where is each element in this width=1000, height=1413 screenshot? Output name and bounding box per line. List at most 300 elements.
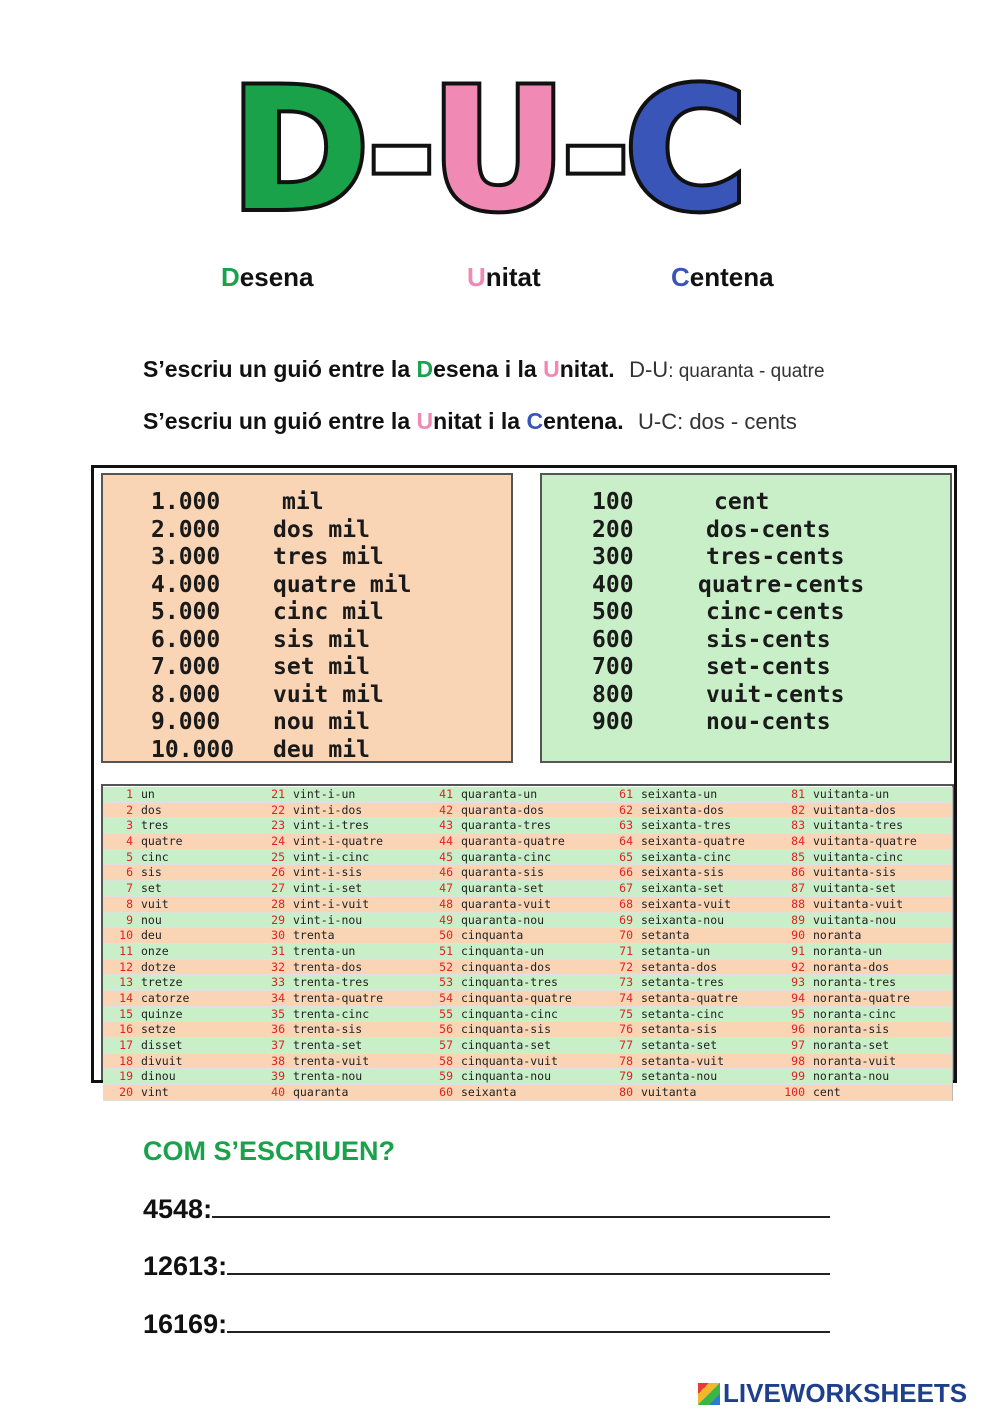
number-cell [255, 834, 423, 850]
thousands-row [151, 599, 384, 626]
number-cell [603, 1022, 775, 1038]
cell-word: quaranta-tres [461, 818, 552, 833]
number-cell [775, 944, 952, 960]
cell-number: 57 [439, 1038, 453, 1052]
cell-number: 68 [619, 896, 633, 911]
cell-number: 48 [439, 896, 453, 911]
cell-word: setze [141, 1022, 176, 1037]
number-cell [775, 1007, 952, 1023]
cell-word: quaranta-sis [461, 865, 545, 880]
thousands-word: nou mil [273, 709, 370, 735]
number-cell [423, 803, 603, 819]
cell-number: 24 [271, 834, 285, 849]
label-initial: U [467, 262, 486, 292]
number-cell [423, 960, 603, 976]
number-cell [103, 1038, 255, 1054]
cell-number: 47 [439, 881, 453, 896]
cell-word: noranta-un [813, 943, 883, 958]
thousands-number: 5.000 [151, 599, 221, 625]
cell-number: 81 [791, 787, 805, 801]
cell-number: 84 [791, 834, 805, 849]
cell-word: cinquanta [461, 928, 524, 943]
thousands-row [151, 627, 370, 654]
cell-number: 38 [271, 1053, 285, 1068]
thousands-word: dos mil [273, 516, 370, 543]
cell-word: catorze [141, 990, 190, 1005]
number-cell [775, 913, 952, 929]
cell-number: 96 [791, 1022, 805, 1037]
thousands-row [151, 709, 370, 736]
cell-word: nou [141, 912, 162, 927]
thousands-word: set mil [273, 654, 370, 680]
cell-word: vuitanta-cinc [813, 849, 904, 864]
number-cell [423, 928, 603, 944]
cell-number: 34 [271, 990, 285, 1005]
number-cell [103, 818, 255, 834]
number-cell [775, 1038, 952, 1054]
hundreds-number: 400 [592, 571, 634, 598]
hundreds-number: 300 [592, 544, 634, 570]
thousands-word: sis mil [273, 626, 370, 653]
hundreds-word: sis-cents [706, 626, 831, 653]
hundreds-number: 600 [592, 626, 634, 653]
rule-unitat-centena [143, 408, 797, 435]
exercise-label: 4548: [143, 1194, 213, 1224]
thousands-number: 7.000 [151, 654, 221, 680]
number-cell [603, 1007, 775, 1023]
number-cell [103, 787, 255, 803]
hundreds-row [592, 682, 844, 709]
cell-word: quatre [141, 834, 183, 849]
cell-word: dotze [141, 959, 176, 974]
number-cell [603, 1085, 775, 1101]
hundreds-word: cent [714, 489, 770, 515]
cell-word: vint-i-set [293, 881, 363, 896]
cell-word: seixanta-set [641, 881, 725, 896]
cell-number: 63 [619, 818, 633, 833]
cell-word: noranta-nou [813, 1069, 890, 1084]
number-cell [775, 960, 952, 976]
cell-number: 13 [119, 975, 133, 990]
example-text: : dos - cents [677, 409, 797, 434]
cell-number: 22 [271, 802, 285, 817]
cell-number: 2 [126, 802, 133, 817]
cell-word: vint-i-quatre [293, 834, 384, 849]
cell-number: 14 [119, 990, 133, 1005]
number-cell [603, 787, 775, 803]
number-table [91, 465, 957, 1100]
cell-word: trenta-nou [293, 1069, 363, 1084]
logo-text: LIVEWORKSHEETS [723, 1378, 968, 1408]
cell-number: 25 [271, 849, 285, 864]
rule-initial: U [543, 356, 560, 382]
cell-word: vuitanta-vuit [813, 896, 904, 911]
cell-number: 51 [439, 943, 453, 958]
cell-word: cent [813, 1085, 841, 1100]
thousands-word: quatre mil [273, 571, 412, 598]
cell-number: 74 [619, 990, 633, 1005]
hundreds-number: 100 [592, 489, 634, 515]
rule-example [638, 409, 797, 434]
title-letter-c: C [624, 52, 742, 248]
cell-word: trenta-vuit [293, 1053, 370, 1068]
number-cell [103, 865, 255, 881]
cell-number: 42 [439, 802, 453, 817]
cell-number: 85 [791, 849, 805, 864]
thousands-number: 10.000 [151, 736, 235, 763]
rule-text: S’escriu un guió entre la [143, 408, 417, 434]
cell-word: deu [141, 928, 162, 943]
cell-word: vint-i-dos [293, 802, 363, 817]
cell-word: quaranta [293, 1085, 349, 1100]
hundreds-word: nou-cents [706, 709, 831, 735]
number-cell [423, 1022, 603, 1038]
cell-word: quaranta-vuit [461, 896, 552, 911]
number-cell [255, 897, 423, 913]
cell-number: 17 [119, 1038, 133, 1052]
cell-number: 33 [271, 975, 285, 990]
number-cell [103, 1007, 255, 1023]
numbers-grid [101, 784, 954, 1100]
number-cell [603, 803, 775, 819]
thousands-number: 2.000 [151, 516, 221, 543]
number-cell [103, 1069, 255, 1085]
cell-word: dos [141, 802, 162, 817]
numbers-column [255, 787, 424, 1101]
number-cell [423, 897, 603, 913]
number-cell [255, 818, 423, 834]
cell-word: cinquanta-dos [461, 959, 552, 974]
answer-blank[interactable] [227, 1309, 830, 1333]
label-initial: D [221, 262, 240, 292]
cell-word: setanta-quatre [641, 990, 738, 1005]
cell-number: 30 [271, 928, 285, 943]
hundreds-row [592, 599, 844, 626]
cell-number: 3 [126, 818, 133, 833]
cell-word: vuitanta [641, 1085, 697, 1100]
rule-initial: U [416, 408, 434, 434]
thousands-row [151, 737, 370, 764]
hundreds-word: vuit-cents [706, 681, 845, 708]
thousands-row [151, 544, 384, 571]
cell-word: cinquanta-cinc [461, 1006, 558, 1021]
cell-number: 26 [271, 865, 285, 880]
cell-number: 95 [791, 1006, 805, 1021]
hundreds-number: 800 [592, 681, 634, 708]
rule-desena-unitat [143, 356, 825, 383]
thousands-number: 8.000 [151, 681, 221, 708]
number-cell [775, 881, 952, 897]
hundreds-word: set-cents [706, 654, 831, 680]
number-cell [103, 834, 255, 850]
cell-word: tretze [141, 975, 183, 990]
numbers-column [423, 787, 604, 1101]
cell-word: sis [141, 865, 162, 880]
cell-number: 35 [271, 1006, 285, 1021]
cell-word: setanta-tres [641, 975, 725, 990]
number-cell [423, 913, 603, 929]
number-cell [103, 1022, 255, 1038]
number-cell [423, 881, 603, 897]
label-centena [671, 262, 774, 293]
cell-number: 4 [126, 834, 133, 849]
cell-number: 8 [126, 896, 133, 911]
number-cell [775, 1085, 952, 1101]
cell-word: seixanta-sis [641, 865, 725, 880]
number-cell [603, 975, 775, 991]
cell-word: quaranta-cinc [461, 849, 552, 864]
cell-word: vuitanta-tres [813, 818, 904, 833]
number-cell [603, 1038, 775, 1054]
exercise-row [143, 1251, 830, 1282]
cell-word: quaranta-nou [461, 912, 545, 927]
number-cell [423, 1007, 603, 1023]
label-initial: C [671, 262, 690, 292]
number-cell [103, 897, 255, 913]
cell-number: 65 [619, 849, 633, 864]
cell-number: 100 [784, 1085, 805, 1100]
cell-word: cinquanta-sis [461, 1022, 552, 1037]
exercise-label: 16169: [143, 1309, 228, 1339]
thousands-row [151, 654, 370, 681]
cell-word: divuit [141, 1053, 183, 1068]
number-cell [603, 1069, 775, 1085]
cell-number: 87 [791, 881, 805, 896]
thousands-number: 9.000 [151, 709, 221, 735]
cell-word: quaranta-dos [461, 802, 545, 817]
cell-word: seixanta-dos [641, 802, 725, 817]
hundreds-number: 500 [592, 599, 634, 625]
number-cell [255, 928, 423, 944]
cell-number: 88 [791, 896, 805, 911]
cell-word: setanta-vuit [641, 1053, 725, 1068]
cell-number: 67 [619, 881, 633, 896]
thousands-number: 4.000 [151, 571, 221, 598]
cell-number: 40 [271, 1085, 285, 1100]
section-title: COM S’ESCRIUEN? [143, 1136, 396, 1166]
number-cell [775, 1054, 952, 1070]
number-cell [603, 865, 775, 881]
number-cell [775, 991, 952, 1007]
answer-blank[interactable] [227, 1251, 830, 1275]
cell-number: 37 [271, 1038, 285, 1052]
thousands-box [101, 473, 513, 763]
cell-number: 56 [439, 1022, 453, 1037]
cell-word: set [141, 881, 162, 896]
cell-number: 45 [439, 849, 453, 864]
cell-number: 79 [619, 1069, 633, 1084]
hundreds-number: 900 [592, 709, 634, 735]
cell-word: disset [141, 1038, 183, 1052]
cell-number: 98 [791, 1053, 805, 1068]
cell-number: 49 [439, 912, 453, 927]
number-cell [775, 787, 952, 803]
hundreds-word: cinc-cents [706, 599, 845, 625]
numbers-column [775, 787, 953, 1101]
number-cell [775, 975, 952, 991]
cell-word: cinquanta-tres [461, 975, 558, 990]
cell-word: cinquanta-nou [461, 1069, 552, 1084]
cell-number: 55 [439, 1006, 453, 1021]
number-cell [103, 1085, 255, 1101]
number-cell [775, 834, 952, 850]
cell-number: 9 [126, 912, 133, 927]
cell-number: 54 [439, 990, 453, 1005]
cell-number: 64 [619, 834, 633, 849]
cell-number: 92 [791, 959, 805, 974]
cell-number: 29 [271, 912, 285, 927]
number-cell [103, 928, 255, 944]
cell-number: 73 [619, 975, 633, 990]
number-cell [423, 1085, 603, 1101]
cell-word: trenta-un [293, 943, 356, 958]
cell-word: vuitanta-quatre [813, 834, 917, 849]
hundreds-word: dos-cents [706, 516, 831, 543]
cell-number: 75 [619, 1006, 633, 1021]
cell-number: 60 [439, 1085, 453, 1100]
number-cell [255, 850, 423, 866]
cell-number: 99 [791, 1069, 805, 1084]
number-cell [423, 991, 603, 1007]
cell-word: seixanta [461, 1085, 517, 1100]
cell-word: trenta-tres [293, 975, 370, 990]
number-cell [255, 787, 423, 803]
cell-number: 72 [619, 959, 633, 974]
rule-text: S’escriu un guió entre la [143, 356, 417, 382]
cell-word: setanta-cinc [641, 1006, 725, 1021]
cell-number: 32 [271, 959, 285, 974]
hundreds-word: tres-cents [706, 544, 845, 570]
number-cell [423, 944, 603, 960]
number-cell [103, 991, 255, 1007]
number-cell [255, 1054, 423, 1070]
rule-initial: D [416, 356, 434, 382]
number-cell [603, 834, 775, 850]
cell-number: 19 [119, 1069, 133, 1084]
rule-text: nitat i la [433, 408, 527, 434]
cell-number: 61 [619, 787, 633, 801]
cell-number: 62 [619, 802, 633, 817]
cell-word: vint-i-un [293, 787, 356, 801]
title-letter-d: D [230, 52, 367, 248]
hundreds-row [592, 709, 831, 736]
thousands-row [151, 682, 384, 709]
cell-number: 50 [439, 928, 453, 943]
number-cell [255, 1038, 423, 1054]
number-cell [423, 787, 603, 803]
number-cell [603, 1054, 775, 1070]
cell-word: vuitanta-sis [813, 865, 897, 880]
thousands-row [151, 572, 411, 599]
hundreds-row [592, 544, 844, 571]
cell-word: trenta [293, 928, 335, 943]
cell-word: seixanta-vuit [641, 896, 732, 911]
title-duc [230, 52, 830, 248]
number-cell [423, 975, 603, 991]
number-cell [255, 960, 423, 976]
label-rest: nitat [485, 262, 541, 292]
cell-word: vint-i-tres [293, 818, 370, 833]
number-cell [423, 1038, 603, 1054]
answer-blank[interactable] [212, 1194, 830, 1218]
number-cell [255, 865, 423, 881]
cell-word: seixanta-quatre [641, 834, 745, 849]
exercise-label: 12613: [143, 1251, 228, 1281]
cell-number: 7 [126, 881, 133, 896]
cell-number: 16 [119, 1022, 133, 1037]
number-cell [603, 897, 775, 913]
rule-example [629, 357, 824, 382]
cell-word: vuit [141, 896, 169, 911]
cell-word: noranta [813, 928, 862, 943]
number-cell [775, 1022, 952, 1038]
label-unitat [467, 262, 541, 293]
hundreds-row [592, 517, 831, 544]
cell-word: vuitanta-un [813, 787, 890, 801]
cell-number: 15 [119, 1006, 133, 1021]
number-cell [103, 881, 255, 897]
cell-number: 76 [619, 1022, 633, 1037]
hundreds-row [592, 654, 831, 681]
example-text: : quaranta - quatre [668, 361, 825, 382]
title-letter-u: U [430, 52, 561, 248]
cell-number: 6 [126, 865, 133, 880]
thousands-word: mil [282, 489, 324, 515]
number-cell [775, 865, 952, 881]
cell-number: 71 [619, 943, 633, 958]
cell-number: 89 [791, 912, 805, 927]
cell-number: 10 [119, 928, 133, 943]
cell-word: cinquanta-quatre [461, 990, 572, 1005]
number-cell [255, 1085, 423, 1101]
cell-word: noranta-sis [813, 1022, 890, 1037]
number-cell [255, 991, 423, 1007]
label-rest: esena [239, 262, 314, 292]
title-dash: - [560, 52, 625, 248]
cell-number: 82 [791, 802, 805, 817]
hundreds-row [592, 572, 864, 599]
cell-word: trenta-quatre [293, 990, 384, 1005]
cell-word: onze [141, 943, 169, 958]
cell-word: seixanta-nou [641, 912, 725, 927]
cell-number: 86 [791, 865, 805, 880]
exercise-row [143, 1194, 830, 1225]
number-cell [603, 928, 775, 944]
cell-number: 97 [791, 1038, 805, 1052]
cell-number: 20 [119, 1085, 133, 1100]
cell-word: cinquanta-un [461, 943, 545, 958]
cell-word: noranta-vuit [813, 1053, 897, 1068]
title-dash: - [366, 52, 431, 248]
cell-number: 78 [619, 1053, 633, 1068]
cell-word: un [141, 787, 155, 801]
cell-word: cinquanta-vuit [461, 1053, 558, 1068]
cell-word: noranta-cinc [813, 1006, 897, 1021]
cell-word: setanta-un [641, 943, 711, 958]
numbers-column [603, 787, 776, 1101]
cell-number: 58 [439, 1053, 453, 1068]
rule-initial: C [526, 408, 544, 434]
thousands-word: cinc mil [273, 599, 384, 625]
rule-text: entena. [543, 408, 624, 434]
exercise-row [143, 1309, 830, 1340]
numbers-column [103, 787, 256, 1101]
cell-word: tres [141, 818, 169, 833]
cell-word: vint-i-nou [293, 912, 363, 927]
cell-word: noranta-dos [813, 959, 890, 974]
cell-number: 91 [791, 943, 805, 958]
cell-number: 1 [126, 787, 133, 801]
